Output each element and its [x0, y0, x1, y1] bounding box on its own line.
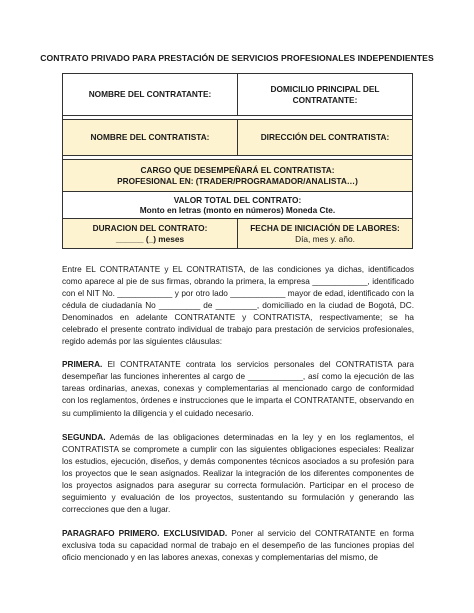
clause-segunda-text: Además de las obligaciones determinadas en la ley y en los reglamentos, el CONTRATISTA se compromete a cumplir con las siguientes obligaciones especiales: Realizar los estudios, ejecución, diseños, y demás componentes técnicos asociados a su profesión para los proyectos que le sean asignados. Realizar la integración de los diferentes componentes de los proyectos asignados para asegurar su correcta formulación. Participar en el proceso de seguimiento y evaluación de los proyectos, sustentando su formulación y generando las correcciones que den a lugar. [62, 432, 415, 514]
duracion-value: ______ (_) meses [115, 233, 185, 244]
clause-primera-text: El CONTRATANTE contrata los servicios personales del CONTRATISTA para desempeñar las funciones inherentes al cargo de ____________, así como la ejecución de las tareas ordinarias, anexas, conexas y complementarias al mencionado cargo de conformidad con los reglamentos, órdenes e instrucciones que le imparta el CONTRATANTE, observando en su cumplimiento la diligencia y el cuidado necesario. [62, 360, 414, 418]
contratante-row [63, 74, 413, 116]
contratista-address-cell [238, 120, 413, 156]
valor-label: VALOR TOTAL DEL CONTRATO: [173, 194, 302, 205]
contract-body [62, 264, 414, 576]
clause-primera [62, 359, 414, 419]
contratista-row [63, 120, 413, 156]
contratista-name-cell [63, 120, 238, 156]
contratante-address-label-line2: CONTRATANTE: [292, 94, 358, 105]
contratante-address-label-line1: DOMICILIO PRINCIPAL DEL [270, 84, 380, 95]
contratante-name-label: NOMBRE DEL CONTRATANTE: [88, 89, 212, 100]
duracion-fecha-row [63, 219, 413, 249]
duracion-cell [63, 219, 238, 249]
contratista-address-label: DIRECCIÓN DEL CONTRATISTA: [260, 132, 390, 143]
contratista-name-label: NOMBRE DEL CONTRATISTA: [90, 132, 210, 143]
contratante-name-cell [63, 74, 238, 116]
contract-parties-table [62, 73, 413, 249]
clause-primera-label: PRIMERA. [62, 360, 103, 370]
cargo-row [63, 160, 413, 192]
valor-cell [63, 192, 413, 219]
contratante-address-cell [238, 74, 413, 116]
clause-paragrafo-primero [62, 528, 414, 564]
cargo-label: CARGO QUE DESEMPEÑARÁ EL CONTRATISTA: [140, 165, 335, 176]
intro-paragraph: Entre EL CONTRATANTE y EL CONTRATISTA, de las condiciones ya dichas, identificados como aparece al pie de sus firmas, obrando la primera, la empresa ____________, identificado con el NIT No. ____________ y por otro lado ____________ mayor de edad, identificado con la cédula de ciudadanía No _________ de _________, domiciliado en la ciudad de Bogotá, DC. Denominados en adelante CONTRATANTE y CONTRATISTA, respectivamente; se ha celebrado el presente contrato individual de trabajo para prestación de servicios profesionales, regido además por las siguientes cláusulas: [62, 265, 414, 347]
cargo-profession-label: PROFESIONAL EN: (TRADER/PROGRAMADOR/ANALISTA…) [117, 175, 358, 186]
clause-segunda-label: SEGUNDA. [62, 432, 106, 442]
fecha-value: Día, mes y. año. [295, 233, 355, 244]
duracion-label: DURACION DEL CONTRATO: [92, 223, 208, 234]
fecha-label: FECHA DE INICIACIÓN DE LABORES: [250, 223, 400, 234]
valor-amount-text: Monto en letras (monto en números) Moneda Cte. [139, 205, 336, 215]
document-title: CONTRATO PRIVADO PARA PRESTACIÓN DE SERVICIOS PROFESIONALES INDEPENDIENTES [40, 53, 434, 63]
clause-paragrafo-text: Poner al servicio del CONTRATANTE en forma exclusiva toda su capacidad normal de trabajo en el desempeño de las funciones propias del oficio mencionado y en las labores anexas, conexas y complementarias del mismo, de [62, 528, 415, 562]
cargo-cell [63, 160, 413, 192]
clause-segunda [62, 432, 414, 516]
fecha-cell [238, 219, 413, 249]
clause-paragrafo-label: PARAGRAFO PRIMERO. EXCLUSIVIDAD. [62, 528, 228, 538]
valor-row [63, 192, 413, 219]
